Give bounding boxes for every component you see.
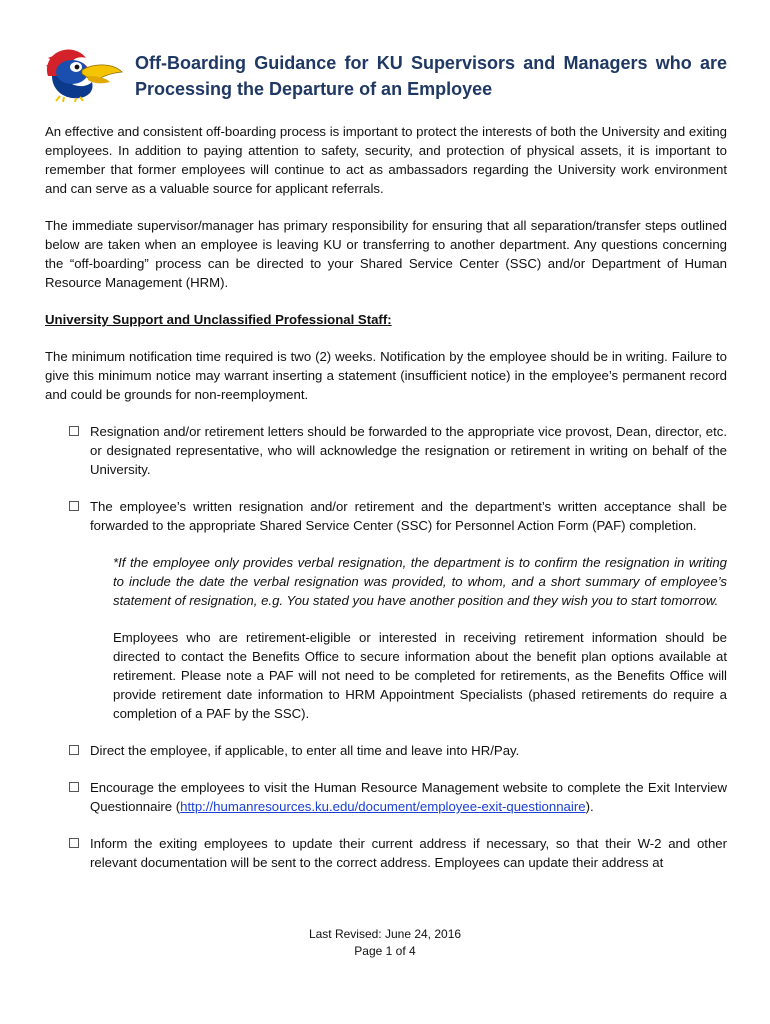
last-revised: Last Revised: June 24, 2016 <box>308 927 462 941</box>
list-item-text: Inform the exiting employees to update their current address if necessary, so that their W-2 and other relevant documentation will be sent to the correct address. Employees can update their address at <box>90 836 727 870</box>
verbal-resignation-note: *If the employee only provides verbal resignation, the department is to confirm the resignation in writing to include the date the verbal resignation was provided, to whom, and a short summary of employee’s statement of resignation, e.g. You stated you have another position and they wish you to start tomorrow. <box>113 555 727 608</box>
list-item <box>45 497 727 535</box>
page-number: Page 1 of 4 <box>354 944 416 958</box>
list-item-text: Direct the employee, if applicable, to enter all time and leave into HR/Pay. <box>90 743 520 758</box>
document-body <box>45 122 727 890</box>
jayhawk-mascot-icon <box>42 46 124 102</box>
list-item-text: The employee’s written resignation and/or retirement and the department’s written acceptance shall be forwarded to the appropriate Shared Service Center (SSC) for Personnel Action Form (PAF) completion. <box>90 499 727 533</box>
list-item <box>45 778 727 816</box>
section-heading-text: University Support and Unclassified Professional Staff <box>45 312 388 327</box>
list-item <box>45 422 727 479</box>
exit-questionnaire-link[interactable]: http://humanresources.ku.edu/document/employee-exit-questionnaire <box>180 799 586 814</box>
checkbox-icon <box>69 501 79 511</box>
list-item <box>45 834 727 872</box>
list-item-text: Resignation and/or retirement letters should be forwarded to the appropriate vice provost, Dean, director, etc. or designated representative, who will acknowledge the resignation or retirement in writing on behalf of the University. <box>90 424 727 477</box>
retirement-note: Employees who are retirement-eligible or interested in receiving retirement information should be directed to contact the Benefits Office to secure information about the benefit plan options available at retirement. Please note a PAF will not need to be completed for retirements, as the Benefits Office will provide retirement date information to HRM Appointment Specialists (phased retirements do require a completion of a PAF by the SSC). <box>113 630 727 721</box>
notification-paragraph: The minimum notification time required is two (2) weeks. Notification by the employee should be in writing. Failure to give this minimum notice may warrant inserting a statement (insufficient notice) in the employee’s permanent record and could be grounds for non-reemployment. <box>45 349 727 402</box>
intro-paragraph: An effective and consistent off-boarding process is important to protect the interests of both the University and exiting employees. In addition to paying attention to safety, security, and protection of physical assets, it is important to remember that former employees will continue to act as ambassadors regarding the University work environment and can serve as a valuable source for applicant referrals. <box>45 124 727 196</box>
responsibility-paragraph: The immediate supervisor/manager has primary responsibility for ensuring that all separation/transfer steps outlined below are taken when an employee is leaving KU or transferring to another department. Any questions concerning the “off-boarding” process can be directed to your Shared Service Center (SSC) and/or Department of Human Resource Management (HRM). <box>45 218 727 290</box>
section-heading <box>45 310 727 329</box>
page-title: Off-Boarding Guidance for KU Supervisors and Managers who are Processing the Departure of an Employee <box>135 53 727 99</box>
list-item <box>45 741 727 760</box>
checkbox-icon <box>69 838 79 848</box>
exit-questionnaire-suffix: ). <box>585 799 594 814</box>
section-heading-colon: : <box>387 312 392 327</box>
exit-questionnaire-text: Encourage the employees to visit the Human Resource Management website to complete the Exit Interview Questionnaire ( <box>90 780 727 814</box>
checkbox-icon <box>69 426 79 436</box>
list-item-text <box>90 780 727 814</box>
checkbox-icon <box>69 745 79 755</box>
page-footer <box>0 926 770 960</box>
checkbox-icon <box>69 782 79 792</box>
